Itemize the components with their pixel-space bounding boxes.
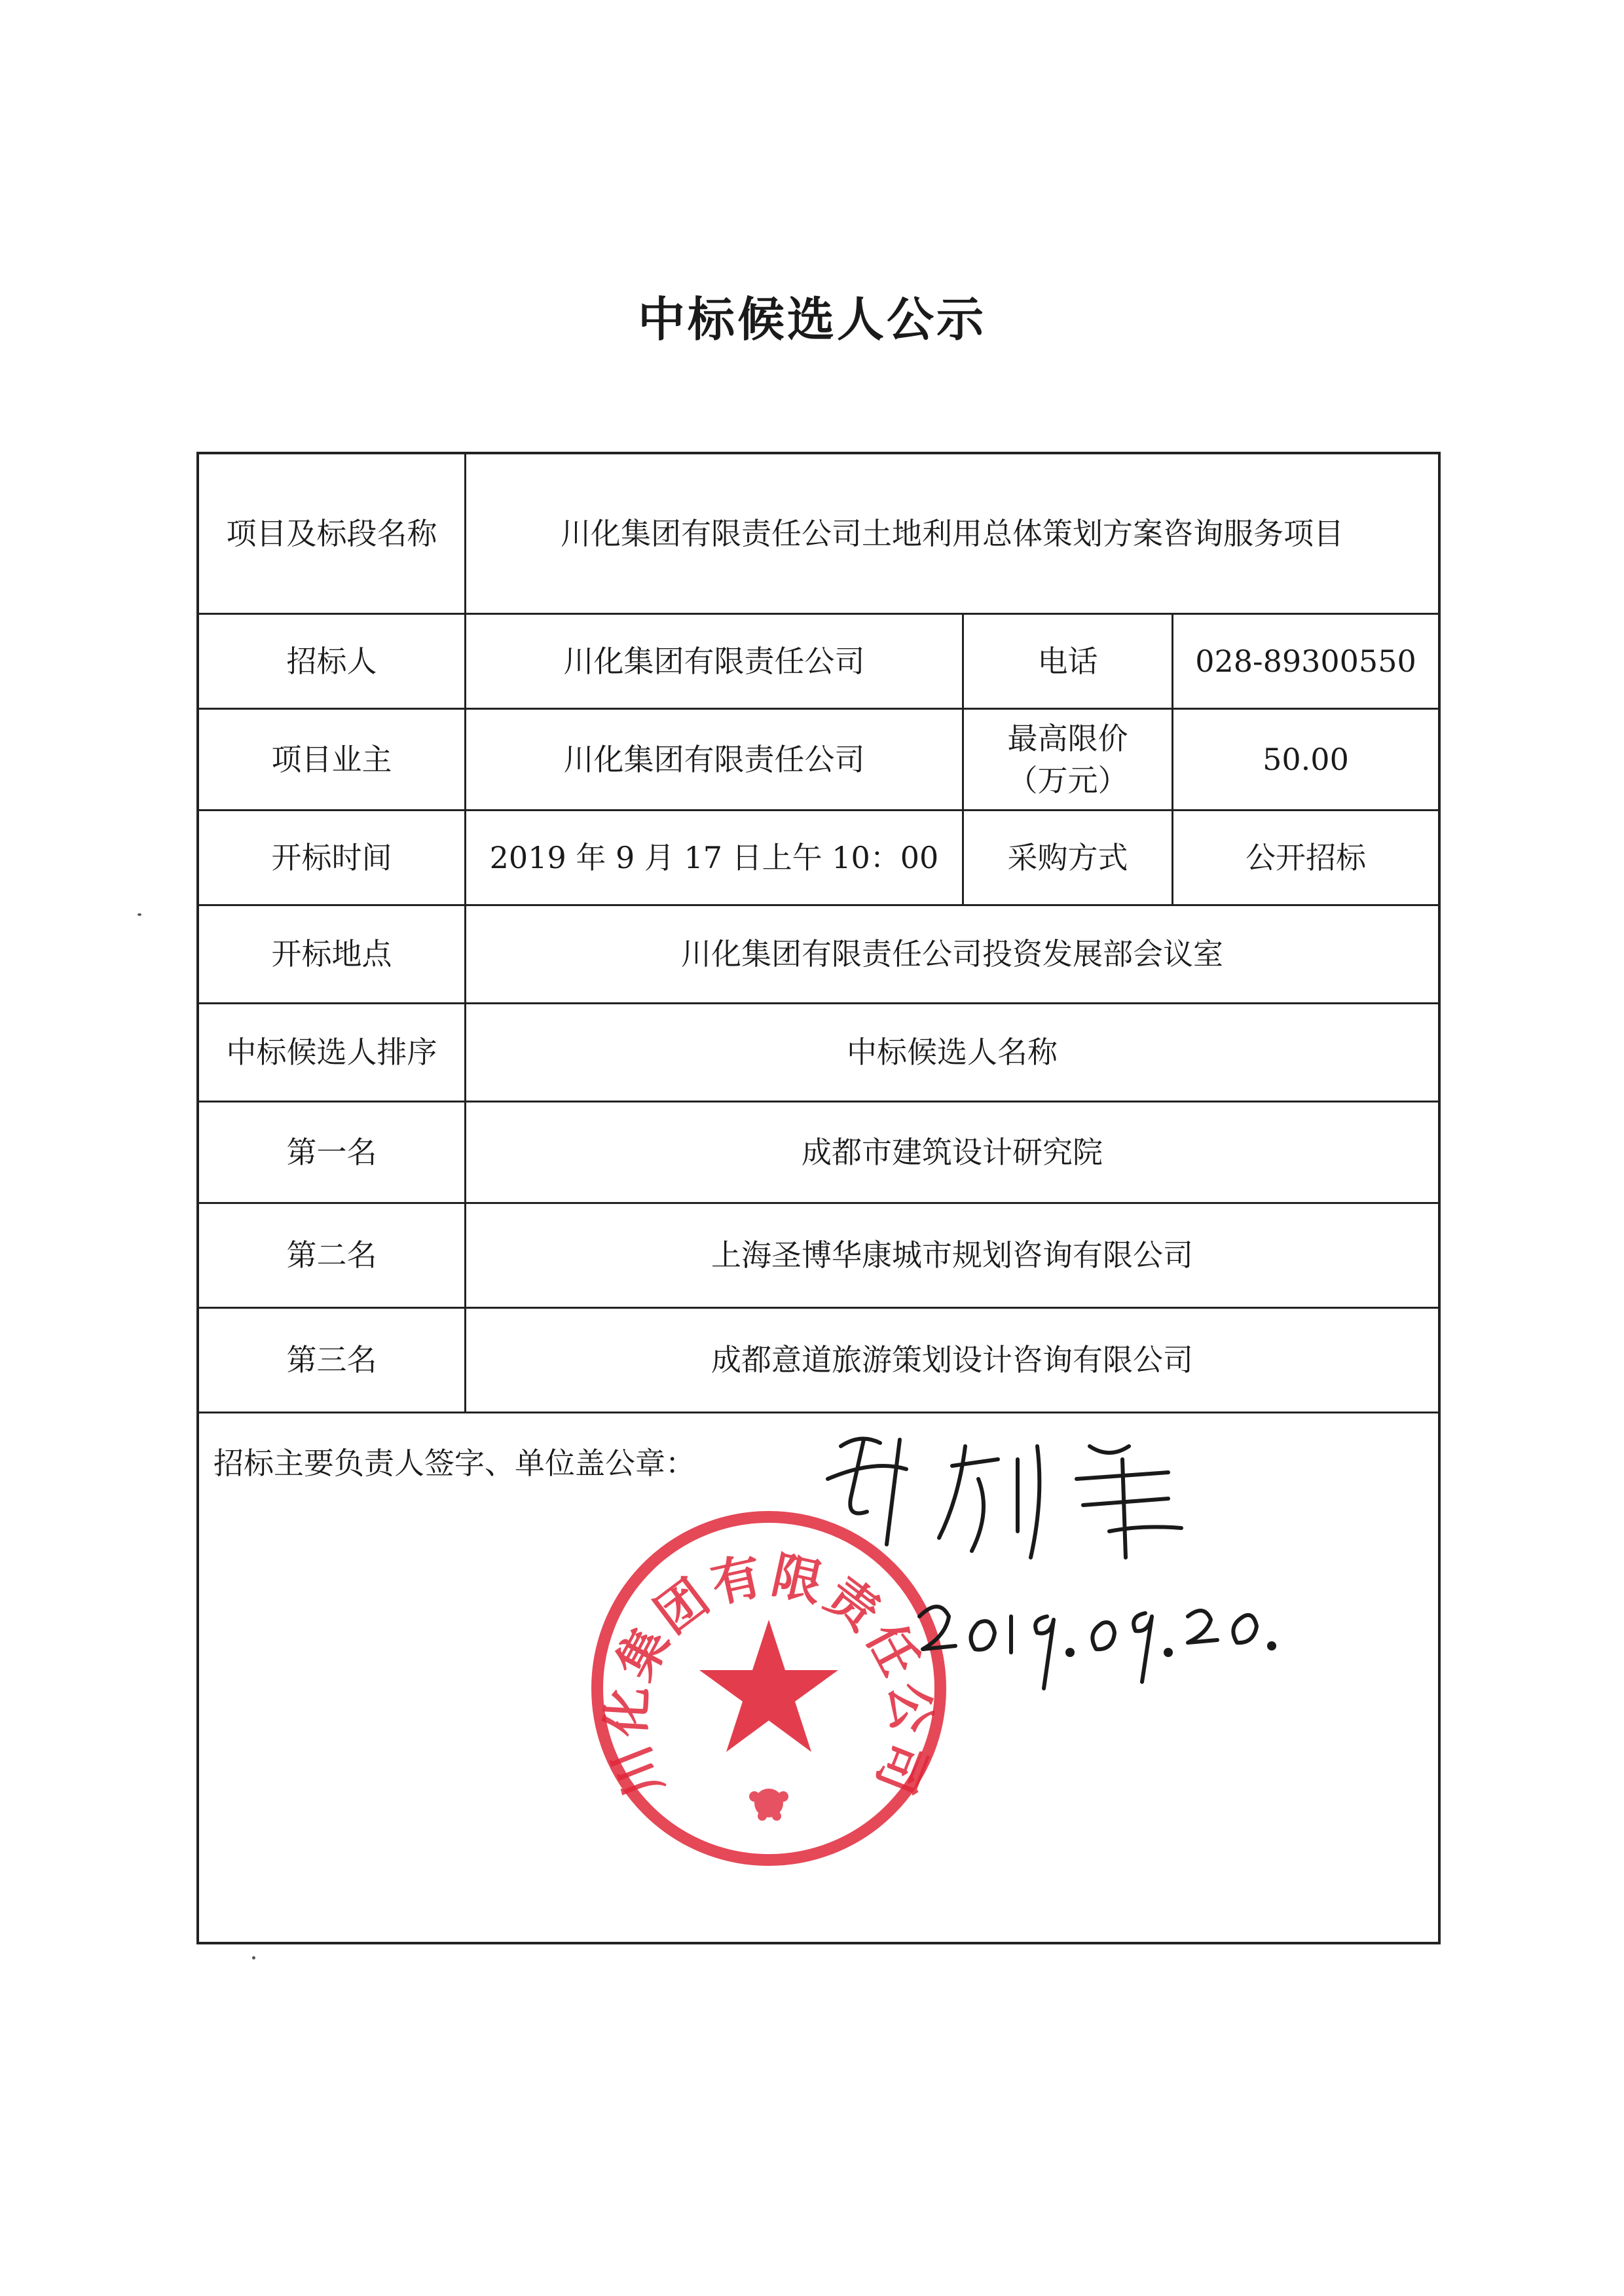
tenderer-value: 川化集团有限责任公司 (464, 615, 962, 708)
candidate-rank: 第三名 (286, 1342, 377, 1378)
row-opening-place (199, 906, 1438, 1004)
candidate-row (199, 1204, 1438, 1309)
owner-label: 项目业主 (271, 741, 392, 777)
opening-time-value: 2019 年 9 月 17 日上午 10：00 (464, 811, 962, 904)
opening-place-value: 川化集团有限责任公司投资发展部会议室 (464, 906, 1438, 1002)
signature-label: 招标主要负责人签字、单位盖公章： (213, 1446, 695, 1481)
project-value: 川化集团有限责任公司土地利用总体策划方案咨询服务项目 (464, 454, 1438, 613)
candidate-rank: 第一名 (286, 1134, 377, 1170)
scan-speck (138, 913, 141, 916)
row-candidate-header (199, 1004, 1438, 1102)
document-title: 中标候选人公示 (637, 291, 986, 347)
phone-label: 电话 (962, 615, 1172, 708)
opening-time-label: 开标时间 (271, 839, 392, 875)
handwritten-signature (802, 1420, 1227, 1571)
seal-star-icon (699, 1620, 838, 1752)
max-price-label-line2: （万元） (1007, 763, 1128, 798)
max-price-label-line1: 最高限价 (1007, 720, 1128, 756)
candidate-rank-header: 中标候选人排序 (226, 1034, 437, 1070)
procurement-value: 公开招标 (1172, 811, 1438, 904)
seal-text: 川化集团有限责任公司 (597, 1545, 941, 1806)
candidate-rank: 第二名 (286, 1237, 377, 1273)
candidate-row (199, 1102, 1438, 1204)
candidate-name-header: 中标候选人名称 (464, 1004, 1438, 1101)
max-price-value: 50.00 (1172, 710, 1438, 809)
row-opening-time (199, 811, 1438, 906)
row-tenderer (199, 615, 1438, 710)
project-label: 项目及标段名称 (226, 515, 437, 551)
opening-place-label: 开标地点 (271, 936, 392, 972)
candidate-name: 上海圣博华康城市规划咨询有限公司 (464, 1204, 1438, 1307)
candidate-name: 成都市建筑设计研究院 (464, 1102, 1438, 1202)
max-price-label (962, 710, 1172, 809)
candidate-row (199, 1309, 1438, 1413)
phone-value: 028-89300550 (1172, 615, 1438, 708)
signature-section (199, 1413, 1438, 1942)
scan-speck (252, 1956, 255, 1959)
row-project (199, 454, 1438, 615)
row-owner (199, 710, 1438, 811)
candidate-name: 成都意道旅游策划设计咨询有限公司 (464, 1309, 1438, 1412)
procurement-label: 采购方式 (962, 811, 1172, 904)
announcement-table (196, 452, 1441, 1944)
seal-emblem-icon (749, 1789, 788, 1821)
handwritten-date (913, 1577, 1280, 1702)
owner-value: 川化集团有限责任公司 (464, 710, 962, 809)
tenderer-label: 招标人 (286, 643, 377, 679)
